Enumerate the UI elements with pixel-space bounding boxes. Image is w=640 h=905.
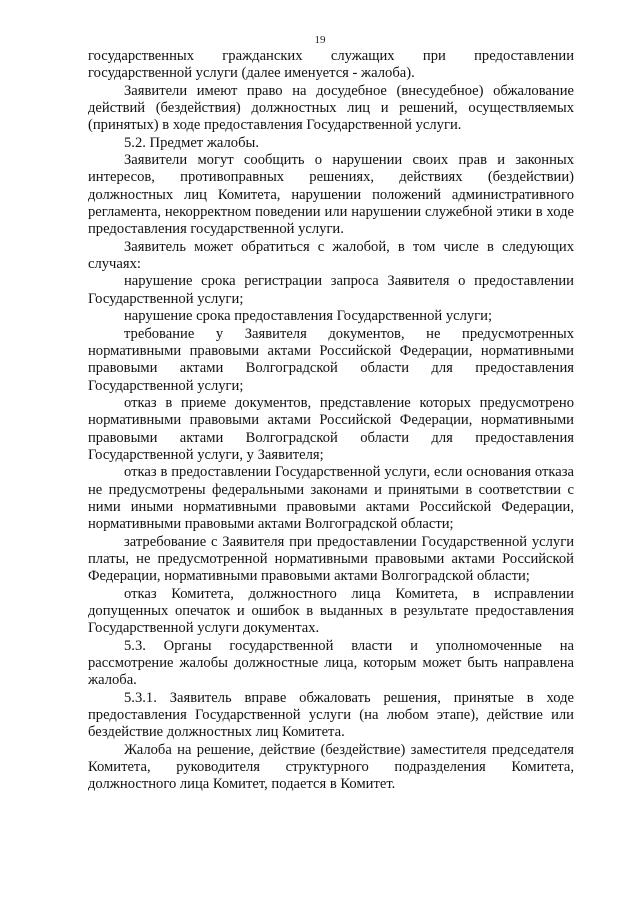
list-item-refusal-documents: отказ в приеме документов, представление которых предусмотрено нормативными правовыми актами Российской Федерации, нормативными правовыми актами Волгоградской области для предоставления Государственной услуги, у Заявителя; bbox=[88, 394, 574, 463]
paragraph-5-3-1: 5.3.1. Заявитель вправе обжаловать решения, принятые в ходе предоставления Государственной услуги (на любом этапе), действие или бездействие должностных лиц Комитета. bbox=[88, 689, 574, 741]
paragraph-complaint-definition: государственных гражданских служащих при предоставлении государственной услуги (далее именуется - жалоба). bbox=[88, 48, 574, 82]
paragraph-violations: Заявители могут сообщить о нарушении своих прав и законных интересов, противоправных решениях, действиях (бездействии) должностных лиц Комитета, нарушении положений административного регламента, некорректном поведении или нарушении служебной этики в ходе предоставления государственной услуги. bbox=[88, 152, 574, 238]
list-item-refusal-corrections: отказ Комитета, должностного лица Комитета, в исправлении допущенных опечаток и ошибок в выданных в результате предоставления Государственной услуги документах. bbox=[88, 585, 574, 637]
section-heading-5-3: 5.3. Органы государственной власти и уполномоченные на рассмотрение жалобы должностные лица, которым может быть направлена жалоба. bbox=[88, 637, 574, 689]
list-item-service-deadline: нарушение срока предоставления Государственной услуги; bbox=[124, 308, 493, 325]
body-text bbox=[88, 48, 574, 794]
list-item-fee-demand: затребование с Заявителя при предоставлении Государственной услуги платы, не предусмотренной нормативными правовыми актами Российской Федерации, нормативными правовыми актами Волгоградской области; bbox=[88, 533, 574, 585]
list-item-registration-deadline: нарушение срока регистрации запроса Заявителя о предоставлении Государственной услуги; bbox=[88, 273, 574, 307]
section-heading-5-2: 5.2. Предмет жалобы. bbox=[124, 134, 259, 151]
list-item-extra-documents: требование у Заявителя документов, не предусмотренных нормативными правовыми актами Российской Федерации, нормативными правовыми актами Волгоградской области для предоставления Государственной услуги; bbox=[88, 325, 574, 394]
paragraph-cases-intro: Заявитель может обратиться с жалобой, в том числе в следующих случаях: bbox=[88, 238, 574, 273]
list-item-refusal-service: отказ в предоставлении Государственной услуги, если основания отказа не предусмотрены федеральными законами и принятыми в соответствии с ними иными нормативными правовыми актами Российской Федерации, нормативными правовыми актами Волгоградской области; bbox=[88, 464, 574, 533]
page-number: 19 bbox=[314, 34, 326, 46]
paragraph-right-to-appeal: Заявители имеют право на досудебное (внесудебное) обжалование действий (бездействия) должностных лиц и решений, осуществляемых (принятых) в ходе предоставления Государственной услуги. bbox=[88, 82, 574, 134]
paragraph-complaint-submission: Жалоба на решение, действие (бездействие) заместителя председателя Комитета, руководителя структурного подразделения Комитета, должностного лица Комитет, подается в Комитет. bbox=[88, 741, 574, 793]
